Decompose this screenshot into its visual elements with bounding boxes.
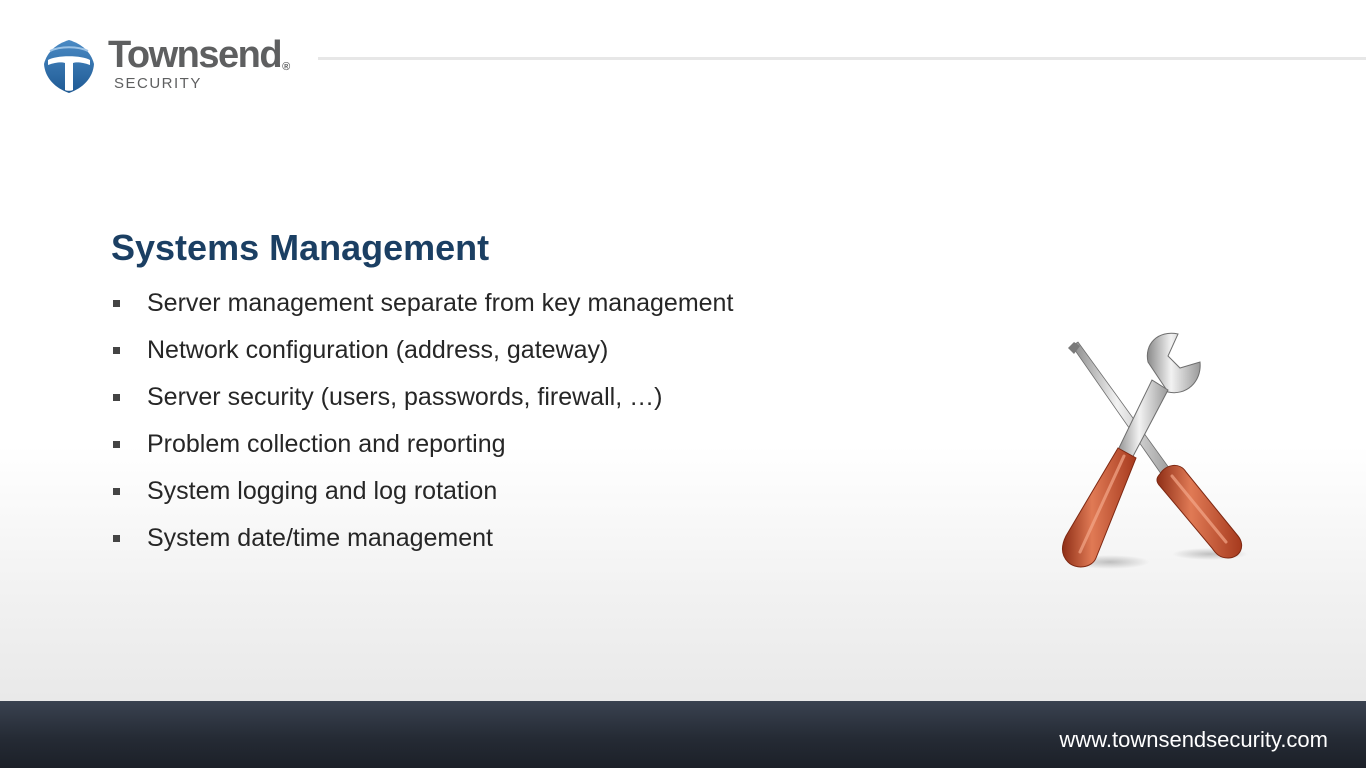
bullet-square-icon bbox=[113, 535, 120, 542]
wrench bbox=[1063, 333, 1201, 567]
bullet-square-icon bbox=[113, 441, 120, 448]
bullet-text: Server security (users, passwords, firewall, …) bbox=[147, 383, 663, 411]
logo-tagline: SECURITY bbox=[114, 75, 202, 92]
townsend-t-logo-icon bbox=[42, 38, 96, 94]
bullet-text: System date/time management bbox=[147, 524, 493, 552]
bullet-square-icon bbox=[113, 488, 120, 495]
bullet-square-icon bbox=[113, 394, 120, 401]
bullet-text: System logging and log rotation bbox=[147, 477, 498, 505]
bullet-item bbox=[111, 332, 733, 379]
footer-website-url: www.townsendsecurity.com bbox=[1059, 727, 1328, 752]
bullet-text: Problem collection and reporting bbox=[147, 430, 506, 458]
wrench-and-screwdriver-icon bbox=[1040, 322, 1260, 580]
bullet-item bbox=[111, 285, 733, 332]
slide-title: Systems Management bbox=[111, 227, 490, 268]
townsend-logo bbox=[42, 34, 302, 94]
logo-wordmark: Townsend® bbox=[108, 34, 291, 76]
bullet-text: Server management separate from key management bbox=[147, 289, 734, 317]
registered-mark: ® bbox=[282, 61, 291, 73]
bullet-item bbox=[111, 426, 733, 473]
bullet-square-icon bbox=[113, 347, 120, 354]
bullet-list bbox=[111, 285, 733, 567]
header-divider bbox=[318, 57, 1366, 60]
bullet-square-icon bbox=[113, 300, 120, 307]
bullet-text: Network configuration (address, gateway) bbox=[147, 336, 609, 364]
bullet-item bbox=[111, 520, 733, 567]
bullet-item bbox=[111, 473, 733, 520]
footer-bar bbox=[0, 701, 1366, 768]
bullet-item bbox=[111, 379, 733, 426]
